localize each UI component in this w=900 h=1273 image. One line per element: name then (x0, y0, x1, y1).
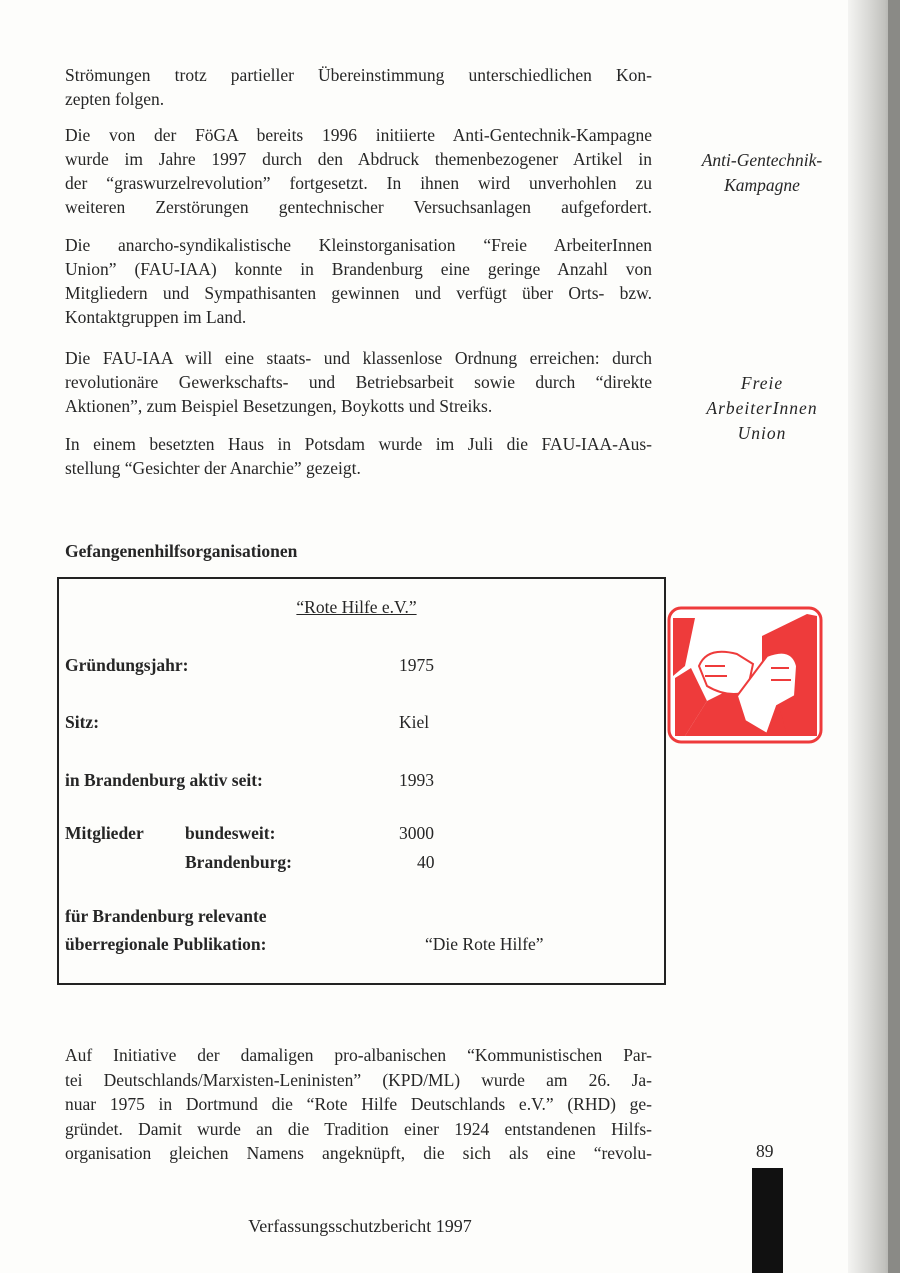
active-since-label: in Brandenburg aktiv seit: (65, 770, 263, 790)
thumb-index-bar (752, 1168, 783, 1273)
text-line: Mitgliedern und Sympathisanten gewinnen und verfügt über Orts- bzw. (65, 283, 652, 303)
members-federal-value: 3000 (399, 823, 434, 843)
publication-label-1: für Brandenburg relevante (65, 906, 267, 926)
text-line: Strömungen trotz partieller Übereinstimmung unterschiedlichen Kon- (65, 65, 652, 85)
text-line: zepten folgen. (65, 89, 165, 109)
text-line: In einem besetzten Haus in Potsdam wurde im Juli die FAU-IAA-Aus- (65, 434, 652, 454)
text-line: organisation gleichen Namens angeknüpft, die sich als eine “revolu- (65, 1143, 652, 1163)
infobox-title: “Rote Hilfe e.V.” (296, 597, 417, 617)
active-since-value: 1993 (399, 770, 434, 790)
text-line: stellung “Gesichter der Anarchie” gezeigt. (65, 458, 361, 478)
seat-value: Kiel (399, 712, 430, 732)
publication-value: “Die Rote Hilfe” (425, 934, 544, 954)
text-line: Die FAU-IAA will eine staats- und klassenlose Ordnung erreichen: durch (65, 348, 652, 368)
rote-hilfe-logo-icon (667, 606, 823, 744)
margin-note-line: Union (737, 423, 787, 443)
margin-note-line: ArbeiterInnen (706, 398, 818, 418)
page-edge-dark (888, 0, 900, 1273)
text-line: weiteren Zerstörungen gentechnischer Versuchsanlagen aufgefordert. (65, 197, 652, 217)
founding-label: Gründungsjahr: (65, 655, 189, 675)
page-number: 89 (756, 1141, 774, 1161)
members-bb-label: Brandenburg: (185, 852, 292, 872)
text-line: Aktionen”, zum Beispiel Besetzungen, Boykotts und Streiks. (65, 396, 493, 416)
section-heading: Gefangenenhilfsorganisationen (65, 541, 298, 561)
text-line: Die von der FöGA bereits 1996 initiierte Anti-Gentechnik-Kampagne (65, 125, 652, 145)
text-line: der “graswurzelrevolution” fortgesetzt. In ihnen wird unverhohlen zu (65, 173, 652, 193)
text-line: Kontaktgruppen im Land. (65, 307, 247, 327)
text-line: Auf Initiative der damaligen pro-albanischen “Kommunistischen Par- (65, 1045, 652, 1065)
text-line: nuar 1975 in Dortmund die “Rote Hilfe Deutschlands e.V.” (RHD) ge- (65, 1094, 652, 1114)
founding-value: 1975 (399, 655, 434, 675)
publication-label-2: überregionale Publikation: (65, 934, 267, 954)
margin-note-line: Freie (740, 373, 784, 393)
text-line: Union” (FAU-IAA) konnte in Brandenburg eine geringe Anzahl von (65, 259, 652, 279)
text-line: revolutionäre Gewerkschafts- und Betriebsarbeit sowie durch “direkte (65, 372, 652, 392)
infobox-rote-hilfe (57, 577, 666, 985)
seat-label: Sitz: (65, 712, 100, 732)
page-footer: Verfassungsschutzbericht 1997 (248, 1216, 472, 1236)
text-line: tei Deutschlands/Marxisten-Leninisten” (KPD/ML) wurde am 26. Ja- (65, 1069, 652, 1090)
members-bb-value: 40 (417, 852, 435, 872)
margin-note-line: Anti-Gentechnik- (701, 150, 823, 170)
members-label: Mitglieder (65, 823, 144, 843)
margin-note-anti-gentechnik (672, 148, 852, 198)
members-federal-label: bundesweit: (185, 823, 276, 843)
text-line: Die anarcho-syndikalistische Kleinstorganisation “Freie ArbeiterInnen (65, 235, 652, 255)
text-line: gründet. Damit wurde an die Tradition einer 1924 entstandenen Hilfs- (65, 1118, 652, 1139)
text-line: wurde im Jahre 1997 durch den Abdruck themenbezogener Artikel in (65, 149, 652, 169)
margin-note-line: Kampagne (724, 175, 800, 195)
margin-note-fau (672, 371, 852, 446)
